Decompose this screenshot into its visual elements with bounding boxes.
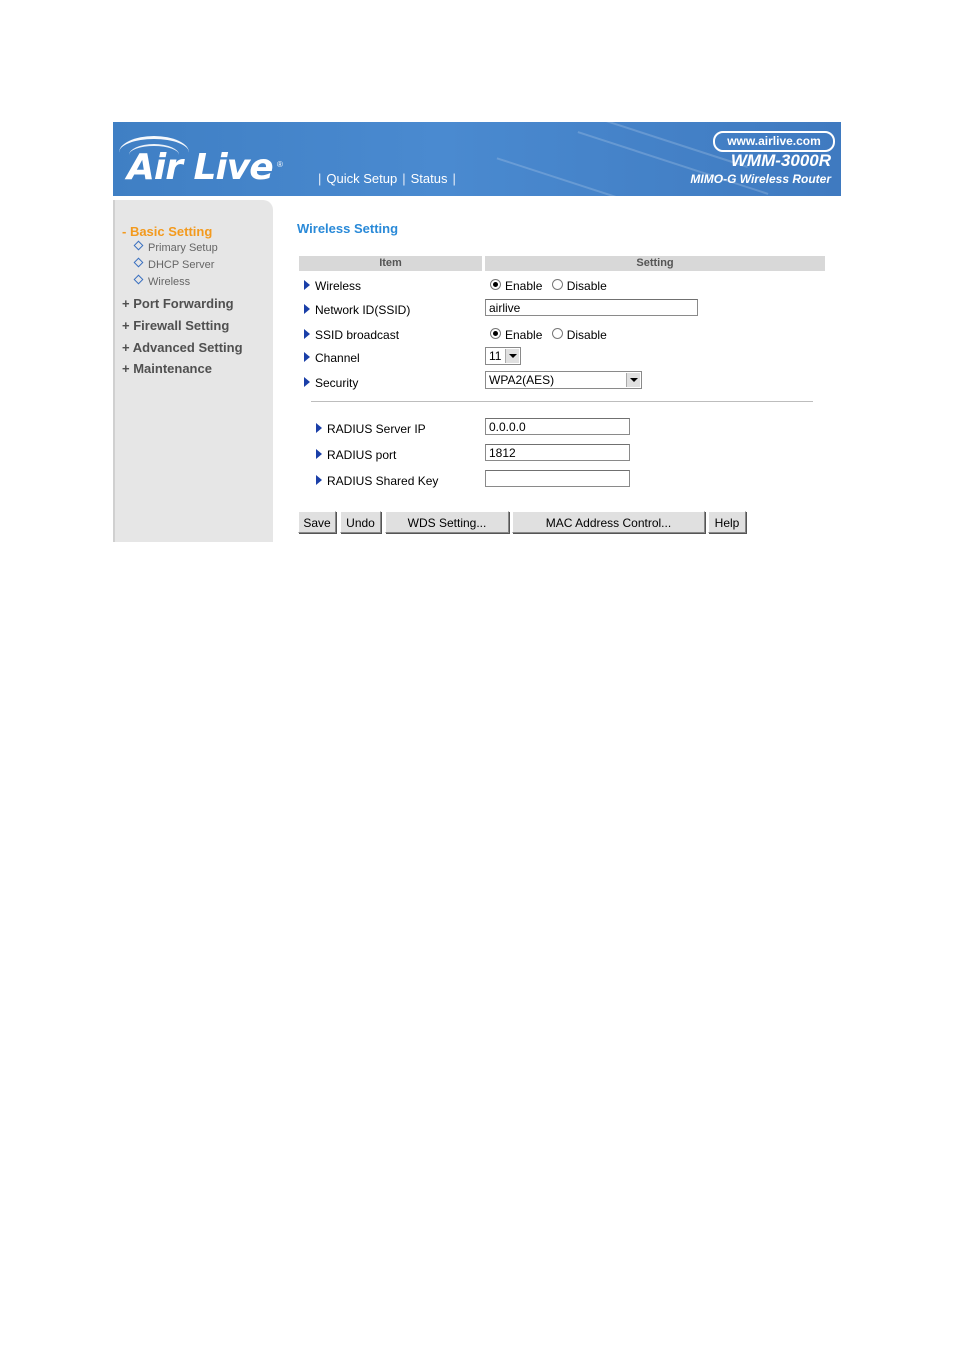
banner-streak — [497, 157, 650, 196]
header-banner — [113, 122, 841, 196]
row-label-text: SSID broadcast — [315, 328, 400, 342]
row-label-text: Channel — [315, 351, 360, 365]
security-select[interactable] — [485, 371, 642, 389]
wireless-disable-radio[interactable] — [552, 279, 563, 290]
radius-port-input[interactable]: 1812 — [485, 444, 630, 461]
help-button[interactable]: Help — [708, 511, 746, 533]
row-label-text: Security — [315, 376, 359, 390]
nav-separator: | — [402, 171, 406, 186]
ssid-broadcast-radio-group — [490, 328, 607, 342]
column-header-setting: Setting — [485, 256, 825, 271]
arrow-bullet-icon — [304, 304, 310, 314]
arrow-bullet-icon — [316, 423, 322, 433]
page-title: Wireless Setting — [297, 221, 399, 236]
channel-select[interactable] — [485, 347, 521, 365]
row-label-text: RADIUS Server IP — [327, 422, 426, 436]
sidebar-item-maintenance[interactable]: + Maintenance — [122, 361, 212, 376]
section-divider — [311, 401, 813, 402]
row-label-wireless — [304, 279, 361, 293]
sidebar-subitem-primary-setup[interactable] — [135, 242, 218, 254]
row-label-radius-port — [316, 448, 396, 462]
sidebar-subitem-label: Wireless — [148, 276, 191, 288]
wireless-enable-radio[interactable] — [490, 279, 501, 290]
model-description: MIMO-G Wireless Router — [690, 172, 831, 186]
row-label-ssid — [304, 303, 410, 317]
row-label-text: Network ID(SSID) — [315, 303, 411, 317]
row-label-security — [304, 376, 358, 390]
row-label-text: RADIUS Shared Key — [327, 474, 439, 488]
sidebar-item-port-forwarding[interactable]: + Port Forwarding — [122, 296, 234, 311]
nav-separator: | — [452, 171, 456, 186]
model-name: WMM-3000R — [730, 151, 831, 170]
arrow-bullet-icon — [316, 449, 322, 459]
top-nav — [313, 171, 461, 186]
mac-address-control-button[interactable]: MAC Address Control... — [512, 511, 705, 533]
logo-registered-mark: ® — [277, 160, 283, 169]
dropdown-arrow-icon — [505, 349, 519, 363]
radio-label: Disable — [566, 279, 607, 293]
sidebar-item-firewall-setting[interactable]: + Firewall Setting — [122, 318, 230, 333]
wds-setting-button[interactable]: WDS Setting... — [385, 511, 509, 533]
airlive-logo: Air Live — [127, 147, 273, 188]
row-label-ssid-broadcast — [304, 328, 399, 342]
diamond-bullet-icon — [134, 241, 144, 251]
website-url: www.airlive.com — [713, 131, 835, 152]
arrow-bullet-icon — [316, 475, 322, 485]
nav-quick-setup[interactable]: Quick Setup — [326, 171, 398, 186]
dropdown-arrow-icon — [626, 373, 640, 387]
row-label-radius-server-ip — [316, 422, 426, 436]
wireless-radio-group — [490, 279, 607, 293]
diamond-bullet-icon — [134, 275, 144, 285]
sidebar-subitem-label: DHCP Server — [148, 259, 215, 271]
nav-status[interactable]: Status — [410, 171, 448, 186]
arrow-bullet-icon — [304, 377, 310, 387]
nav-separator: | — [318, 171, 322, 186]
radio-label: Disable — [566, 328, 607, 342]
ssid-broadcast-enable-radio[interactable] — [490, 328, 501, 339]
column-header-item: Item — [299, 256, 482, 271]
ssid-broadcast-disable-radio[interactable] — [552, 328, 563, 339]
radio-label: Enable — [505, 328, 543, 342]
security-value: WPA2(AES) — [489, 373, 555, 387]
arrow-bullet-icon — [304, 329, 310, 339]
diamond-bullet-icon — [134, 258, 144, 268]
arrow-bullet-icon — [304, 280, 310, 290]
channel-value: 11 — [489, 349, 502, 363]
row-label-text: Wireless — [315, 279, 362, 293]
radius-server-ip-input[interactable]: 0.0.0.0 — [485, 418, 630, 435]
sidebar-subitem-wireless[interactable] — [135, 276, 190, 288]
row-label-radius-shared-key — [316, 474, 438, 488]
sidebar-item-advanced-setting[interactable]: + Advanced Setting — [122, 340, 243, 355]
save-button[interactable]: Save — [298, 511, 336, 533]
sidebar-subitem-dhcp-server[interactable] — [135, 259, 214, 271]
sidebar-subitem-label: Primary Setup — [148, 242, 218, 254]
radio-label: Enable — [505, 279, 543, 293]
sidebar-item-basic-setting[interactable]: - Basic Setting — [122, 224, 213, 239]
undo-button[interactable]: Undo — [340, 511, 381, 533]
ssid-input[interactable]: airlive — [485, 299, 698, 316]
radius-shared-key-input[interactable] — [485, 470, 630, 487]
row-label-text: RADIUS port — [327, 448, 397, 462]
row-label-channel — [304, 351, 360, 365]
arrow-bullet-icon — [304, 352, 310, 362]
sidebar — [113, 200, 273, 542]
